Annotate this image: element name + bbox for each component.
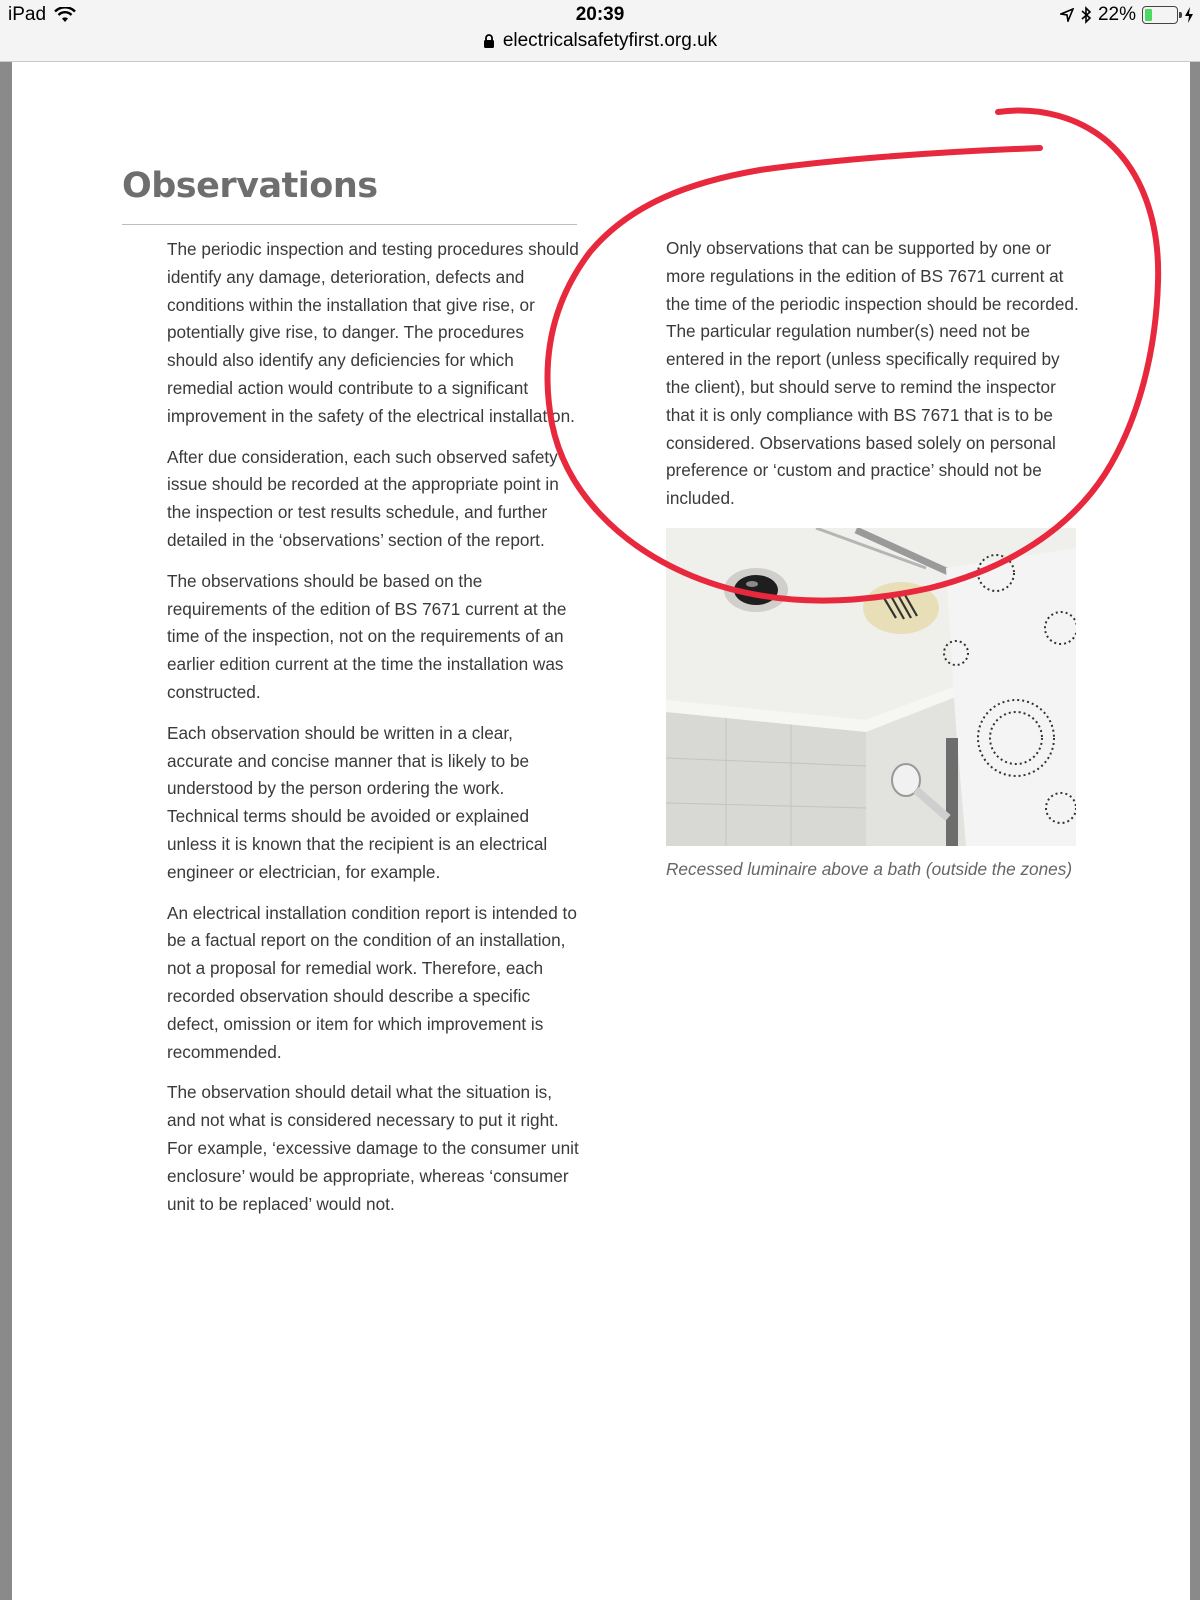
address-bar[interactable]	[0, 30, 1200, 52]
charging-bolt-icon	[1184, 6, 1194, 24]
status-right	[1060, 4, 1194, 26]
lock-icon	[483, 34, 495, 49]
viewport-right-edge	[1190, 62, 1200, 1600]
paragraph: The observations should be based on the requirements of the edition of BS 7671 current at the time of the inspection, not on the requirements of an earlier edition current at the time the installation was constructed.	[167, 570, 567, 702]
paragraph: The periodic inspection and testing procedures should identify any damage, deterioration, defects and conditions within the installation that give rise, or potentially give rise, to danger. The procedures should also identify any deficiencies for which remedial action would contribute to a significant improvement in the safety of the electrical installation.	[167, 239, 579, 426]
url-text[interactable]: electricalsafetyfirst.org.uk	[502, 30, 718, 51]
left-column	[167, 236, 579, 1231]
photo-caption: Recessed luminaire above a bath (outside the zones)	[666, 859, 1073, 879]
viewport-left-edge	[0, 62, 12, 1600]
right-column	[666, 235, 1081, 526]
bathroom-photo	[666, 528, 1076, 846]
bathroom-illustration	[666, 528, 1076, 846]
highlighted-paragraph: Only observations that can be supported by one or more regulations in the edition of BS 7671 current at the time of the periodic inspection should be recorded. The particular regulation number(s) need not be entered in the report (unless specifically required by the client), but should serve to remind the inspector that it is only compliance with BS 7671 that is to be considered. Observations based solely on personal preference or ‘custom and practice’ should not be included.	[666, 238, 1079, 509]
page-viewport[interactable]	[0, 62, 1200, 1600]
paragraph: An electrical installation condition report is intended to be a factual report on the condition of an installation, not a proposal for remedial work. Therefore, each recorded observation should describe a specific defect, omission or item for which improvement is recommended.	[167, 902, 577, 1062]
paragraph: The observation should detail what the situation is, and not what is considered necessary to put it right. For example, ‘excessive damage to the consumer unit enclosure’ would be appropriate, whereas ‘consumer unit to be replaced’ would not.	[167, 1082, 579, 1214]
battery-icon	[1142, 6, 1178, 24]
battery-level	[1145, 9, 1152, 21]
device-name: iPad	[8, 4, 47, 25]
title-divider	[122, 224, 577, 225]
browser-top-bar	[0, 0, 1200, 62]
bluetooth-icon	[1080, 6, 1092, 24]
status-time: 20:39	[575, 4, 625, 25]
location-arrow-icon	[1060, 8, 1074, 22]
paragraph: Each observation should be written in a clear, accurate and concise manner that is likely to be understood by the person ordering the work. Technical terms should be avoided or explained unless it is known that the recipient is an electrical engineer or electrician, for example.	[167, 722, 548, 882]
paragraph: After due consideration, each such observed safety issue should be recorded at the appropriate point in the inspection or test results schedule, and further detailed in the ‘observations’ section of the report.	[167, 446, 559, 550]
battery-percent: 22%	[1097, 4, 1136, 25]
page-title: Observations	[122, 166, 378, 206]
